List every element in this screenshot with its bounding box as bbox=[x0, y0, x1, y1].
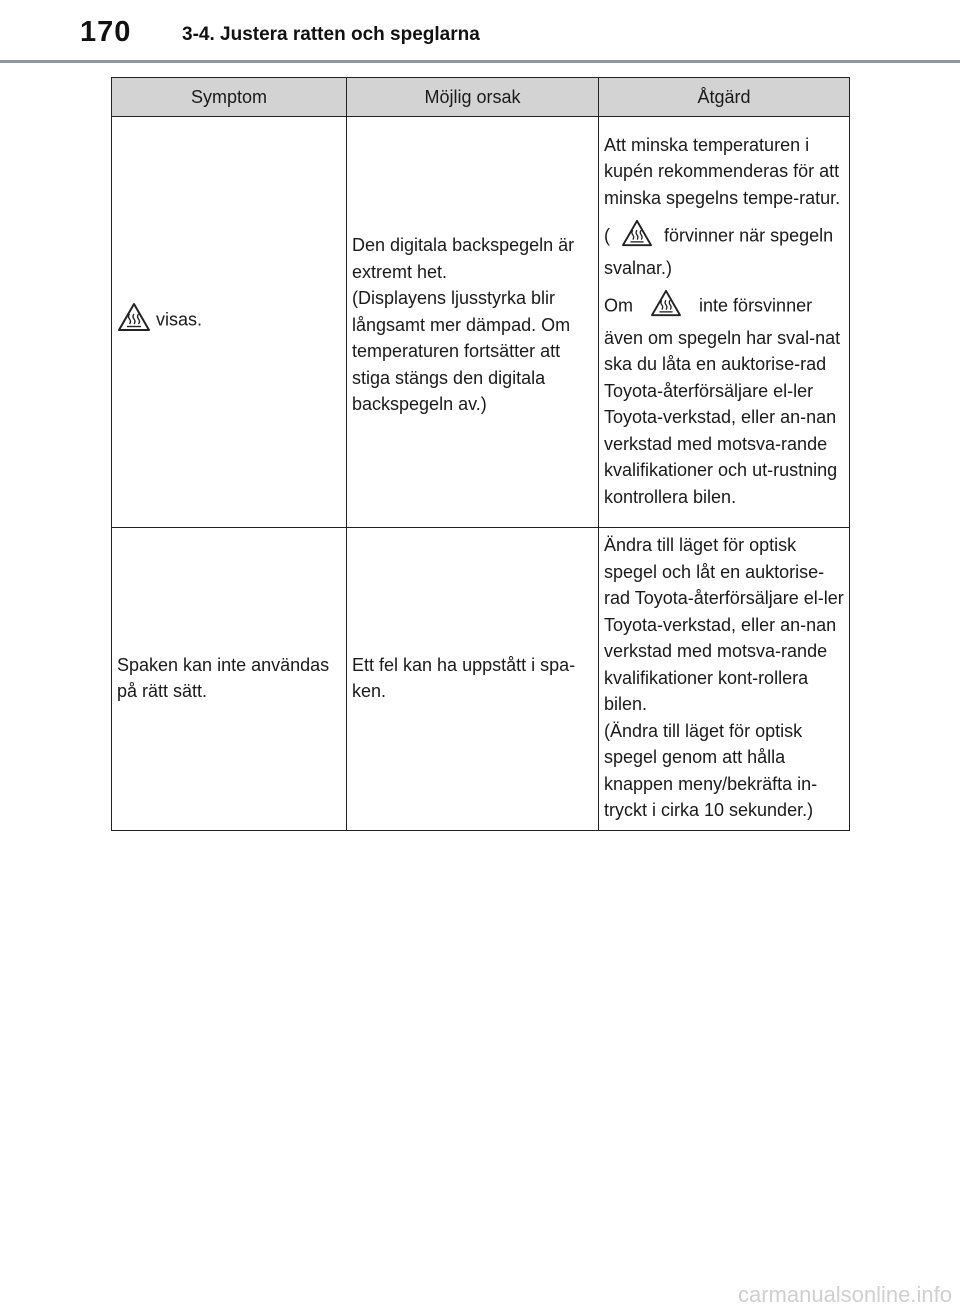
action-cell bbox=[599, 528, 850, 831]
header-divider bbox=[0, 60, 960, 63]
action-text: Ändra till läget för optisk spegel och låt en auktorise-rad Toyota-återförsäljare el-ler Toyota-verkstad, eller an-nan verkstad med motsva-rande kvalifikationer kont-rollera bilen. (Ändra till läget för optisk spegel genom att hålla knappen meny/bekräfta in-tryckt i cirka 10 sekunder.) bbox=[604, 535, 844, 821]
table-row bbox=[112, 528, 850, 831]
table-header-row bbox=[112, 78, 850, 117]
column-header-symptom: Symptom bbox=[112, 78, 347, 117]
cause-text: Den digitala backspegeln är extremt het. (Displayens ljusstyrka blir långsamt mer dämpad. Om temperaturen fortsätter att stiga stängs den digitala backspegeln av.) bbox=[352, 235, 575, 415]
column-header-cause: Möjlig orsak bbox=[347, 78, 599, 117]
action-paragraph bbox=[604, 219, 845, 281]
action-cell bbox=[599, 117, 850, 528]
high-temperature-warning-icon bbox=[117, 302, 151, 340]
symptom-cell bbox=[112, 117, 347, 528]
cause-cell bbox=[347, 528, 599, 831]
cause-text: Ett fel kan ha uppstått i spa-ken. bbox=[352, 654, 576, 701]
symptom-cell bbox=[112, 528, 347, 831]
action-text: Om bbox=[604, 295, 633, 316]
high-temperature-warning-icon bbox=[650, 289, 682, 325]
symptom-text: Spaken kan inte användas på rätt sätt. bbox=[117, 654, 330, 701]
high-temperature-warning-icon bbox=[621, 219, 653, 255]
action-text: inte försvinner även om spegeln har sval-nat ska du låta en auktorise-rad Toyota-återförsäljare el-ler Toyota-verkstad, eller an-nan verkstad med motsva-rande kvalifikationer och ut-rustning kontrollera bilen. bbox=[604, 295, 841, 507]
watermark: carmanualsonline.info bbox=[737, 1282, 952, 1307]
troubleshooting-table bbox=[111, 77, 850, 831]
column-header-action: Åtgärd bbox=[599, 78, 850, 117]
table-row bbox=[112, 117, 850, 528]
cause-cell bbox=[347, 117, 599, 528]
page-header bbox=[0, 0, 960, 62]
page-number: 170 bbox=[80, 16, 132, 48]
action-text: förvinner när spegeln svalnar.) bbox=[604, 225, 834, 278]
action-paragraph bbox=[604, 289, 845, 510]
action-paragraph: Att minska temperaturen i kupén rekommenderas för att minska spegelns tempe-ratur. bbox=[604, 134, 841, 208]
section-title: 3-4. Justera ratten och speglarna bbox=[182, 24, 480, 45]
paren-open: ( bbox=[604, 225, 610, 246]
symptom-text: visas. bbox=[156, 309, 203, 330]
